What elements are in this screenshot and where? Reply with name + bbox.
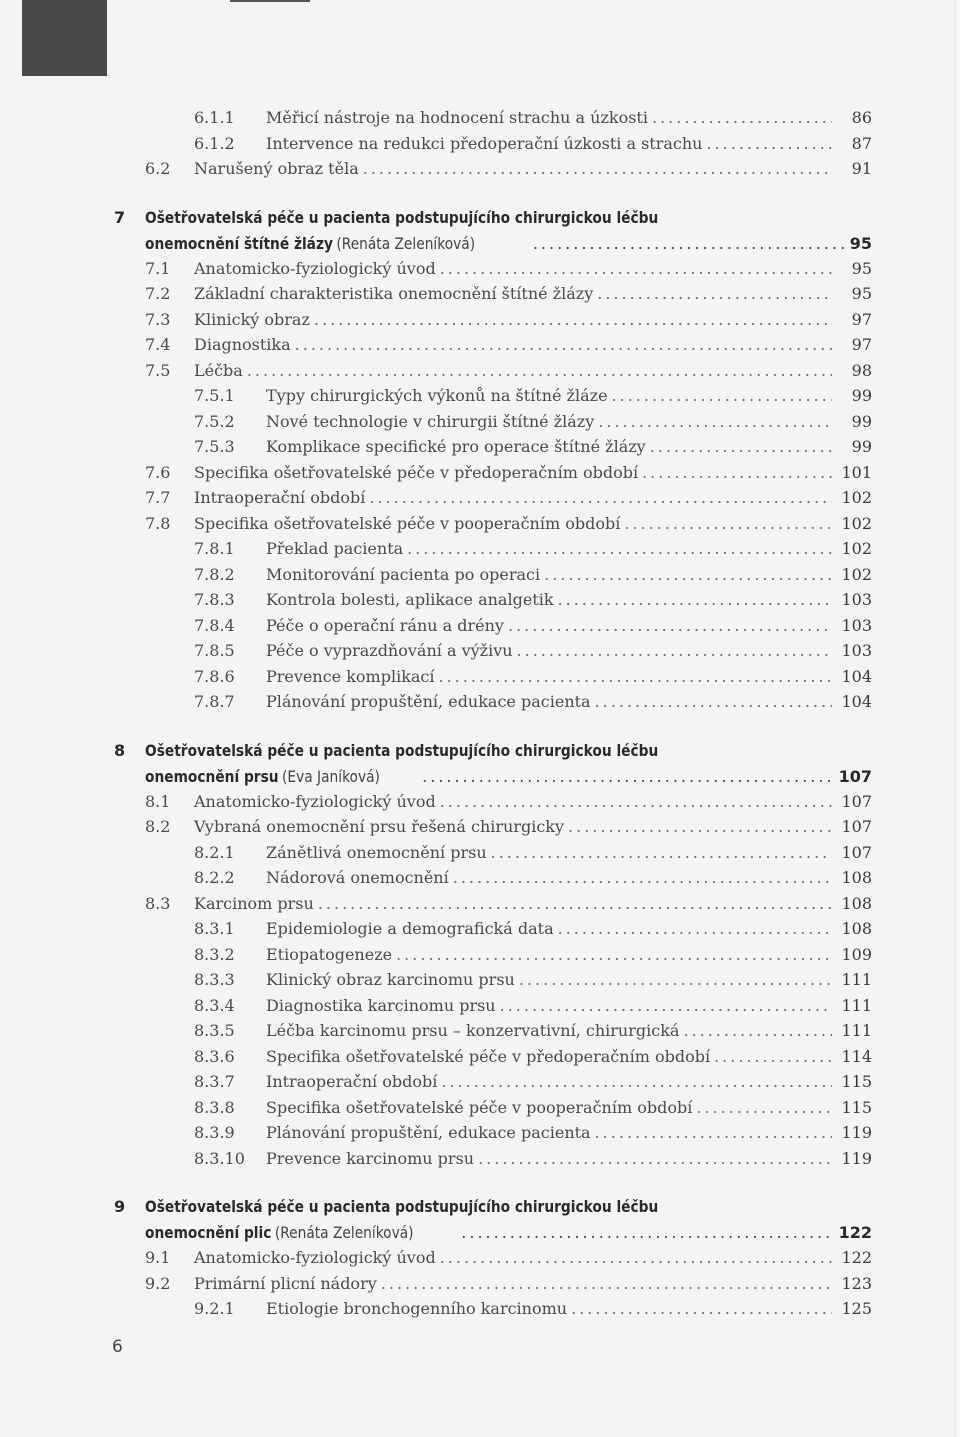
toc-entry-page: 119	[841, 1149, 872, 1168]
dot-leader	[558, 588, 832, 612]
toc-entry-title: Kontrola bolesti, aplikace analgetik	[266, 590, 554, 609]
chapter-title-line2-bold: onemocnění plic	[145, 1223, 272, 1242]
toc-entry[interactable]	[0, 1147, 960, 1171]
dot-leader	[544, 563, 832, 587]
toc-entry-page: 99	[851, 412, 872, 431]
toc-entry-line	[266, 1096, 872, 1120]
toc-entry-title: Anatomicko-fyziologický úvod	[194, 792, 436, 811]
dot-leader	[439, 665, 833, 689]
toc-entry-title: Měřicí nástroje na hodnocení strachu a úzkosti	[266, 108, 648, 127]
toc-entry-number: 9.2.1	[194, 1299, 235, 1318]
toc-entry-title: Etiologie bronchogenního karcinomu	[266, 1299, 568, 1318]
toc-entry-number: 7.3	[145, 310, 171, 329]
toc-entry-page: 99	[851, 437, 872, 456]
chapter-number: 8	[114, 741, 126, 760]
toc-entry-number: 7.8.1	[194, 539, 235, 558]
dot-leader	[247, 359, 832, 383]
dot-leader	[683, 1019, 832, 1043]
toc-entry-number: 8.3.2	[194, 945, 235, 964]
toc-entry-page: 123	[841, 1274, 872, 1293]
toc-entry-page: 102	[841, 565, 872, 584]
chapter-author: (Renáta Zeleníková)	[336, 234, 476, 253]
toc-entry-title: Anatomicko-fyziologický úvod	[194, 1248, 436, 1267]
toc-entry-page: 99	[851, 386, 872, 405]
toc-entry[interactable]	[0, 563, 960, 587]
toc-entry-line	[194, 333, 872, 357]
dot-leader	[612, 384, 832, 408]
toc-entry[interactable]	[0, 1070, 960, 1094]
toc-entry[interactable]	[0, 994, 960, 1018]
chapter-heading[interactable]	[0, 1194, 960, 1246]
toc-entry-title: Péče o vyprazdňování a výživu	[266, 641, 513, 660]
toc-entry-page: 122	[841, 1248, 872, 1267]
toc-entry[interactable]	[0, 157, 960, 181]
toc-entry-line	[266, 639, 872, 663]
toc-entry-line	[194, 790, 872, 814]
dot-leader	[624, 512, 832, 536]
toc-entry-number: 7.5.1	[194, 386, 235, 405]
dot-leader	[533, 231, 844, 257]
toc-entry[interactable]	[0, 588, 960, 612]
dot-leader	[595, 1121, 832, 1145]
chapter-page: 107	[838, 767, 872, 786]
dot-leader	[314, 308, 832, 332]
toc-entry-line	[266, 866, 872, 890]
toc-entry-number: 8.3	[145, 894, 171, 913]
toc-entry-number: 8.3.8	[194, 1098, 235, 1117]
toc-entry[interactable]	[0, 282, 960, 306]
toc-entry-line	[266, 943, 872, 967]
toc-entry-line	[266, 1019, 872, 1043]
dot-leader	[440, 257, 832, 281]
toc-entry-page: 107	[841, 843, 872, 862]
toc-entry-title: Narušený obraz těla	[194, 159, 359, 178]
scan-corner-mark	[22, 0, 107, 76]
dot-leader	[595, 690, 832, 714]
toc-entry-title: Plánování propuštění, edukace pacienta	[266, 692, 591, 711]
dot-leader	[500, 994, 832, 1018]
toc-entry-line	[266, 917, 872, 941]
toc-entry-page: 101	[841, 463, 872, 482]
toc-entry[interactable]	[0, 257, 960, 281]
toc-entry[interactable]	[0, 892, 960, 916]
toc-entry-title: Plánování propuštění, edukace pacienta	[266, 1123, 591, 1142]
dot-leader	[396, 943, 832, 967]
toc-entry-page: 115	[841, 1098, 872, 1117]
toc-entry-number: 8.3.4	[194, 996, 235, 1015]
toc-entry[interactable]	[0, 690, 960, 714]
toc-entry-page: 108	[841, 919, 872, 938]
toc-entry-page: 86	[851, 108, 872, 127]
toc-entry-line	[266, 1147, 872, 1171]
toc-entry-number: 7.8.5	[194, 641, 235, 660]
toc-entry-number: 6.1.1	[194, 108, 235, 127]
toc-entry-title: Léčba karcinomu prsu – konzervativní, chirurgická	[266, 1021, 680, 1040]
toc-entry-number: 7.4	[145, 335, 171, 354]
dot-leader	[706, 132, 832, 156]
toc-entry-title: Intraoperační období	[266, 1072, 438, 1091]
toc-entry[interactable]	[0, 815, 960, 839]
toc-entry-number: 9.1	[145, 1248, 171, 1267]
dot-leader	[440, 1246, 832, 1270]
toc-entry-title: Specifika ošetřovatelské péče v pooperačním období	[194, 514, 621, 533]
toc-entry[interactable]	[0, 435, 960, 459]
toc-entry[interactable]	[0, 132, 960, 156]
toc-entry-number: 8.2.1	[194, 843, 235, 862]
toc-entry-line	[266, 563, 872, 587]
toc-entry-title: Péče o operační ránu a drény	[266, 616, 504, 635]
dot-leader	[508, 614, 832, 638]
chapter-title-line2	[145, 764, 872, 790]
toc-entry-page: 103	[841, 590, 872, 609]
toc-entry-page: 108	[841, 894, 872, 913]
toc-entry[interactable]	[0, 359, 960, 383]
chapter-page: 122	[838, 1223, 872, 1242]
toc-entry-title: Klinický obraz	[194, 310, 310, 329]
toc-entry-number: 7.7	[145, 488, 171, 507]
toc-entry-title: Zánětlivá onemocnění prsu	[266, 843, 487, 862]
dot-leader	[517, 639, 832, 663]
toc-entry-title: Monitorování pacienta po operaci	[266, 565, 541, 584]
toc-entry-title: Epidemiologie a demografická data	[266, 919, 554, 938]
toc-entry-title: Intraoperační období	[194, 488, 366, 507]
toc-entry-number: 8.2	[145, 817, 171, 836]
dot-leader	[318, 892, 832, 916]
toc-entry-page: 91	[851, 159, 872, 178]
toc-entry-line	[266, 1070, 872, 1094]
toc-entry-title: Primární plicní nádory	[194, 1274, 377, 1293]
toc-entry[interactable]	[0, 410, 960, 434]
dot-leader	[478, 1147, 832, 1171]
toc-entry[interactable]	[0, 1246, 960, 1270]
toc-entry-page: 107	[841, 817, 872, 836]
page-number: 6	[112, 1337, 123, 1357]
toc-entry-line	[266, 614, 872, 638]
toc-entry-page: 111	[841, 970, 872, 989]
dot-leader	[597, 282, 832, 306]
dot-leader	[381, 1272, 832, 1296]
toc-entry[interactable]	[0, 917, 960, 941]
toc-entry[interactable]	[0, 384, 960, 408]
toc-entry-line	[266, 435, 872, 459]
dot-leader	[714, 1045, 832, 1069]
toc-entry-page: 114	[841, 1047, 872, 1066]
toc-entry-page: 97	[851, 310, 872, 329]
toc-entry-number: 8.3.10	[194, 1149, 245, 1168]
toc-entry-title: Anatomicko-fyziologický úvod	[194, 259, 436, 278]
toc-entry-number: 7.5.3	[194, 437, 235, 456]
toc-entry-number: 7.6	[145, 463, 171, 482]
toc-entry-line	[194, 1246, 872, 1270]
toc-entry-number: 8.3.3	[194, 970, 235, 989]
toc-entry[interactable]	[0, 790, 960, 814]
toc-entry-number: 9.2	[145, 1274, 171, 1293]
dot-leader	[652, 106, 832, 130]
dot-leader	[422, 764, 832, 790]
toc-entry[interactable]	[0, 639, 960, 663]
toc-entry-title: Specifika ošetřovatelské péče v předoperačním období	[266, 1047, 711, 1066]
toc-entry[interactable]	[0, 512, 960, 536]
toc-entry-line	[266, 132, 872, 156]
chapter-title-line2-bold: onemocnění štítné žlázy	[145, 234, 333, 253]
scan-top-line	[230, 0, 310, 2]
toc-entry-number: 6.1.2	[194, 134, 235, 153]
dot-leader	[491, 841, 832, 865]
toc-entry[interactable]	[0, 1019, 960, 1043]
toc-entry-number: 7.8.2	[194, 565, 235, 584]
toc-entry-page: 87	[851, 134, 872, 153]
toc-entry-line	[266, 410, 872, 434]
toc-entry-number: 7.8.7	[194, 692, 235, 711]
toc-entry[interactable]	[0, 614, 960, 638]
toc-entry-title: Vybraná onemocnění prsu řešená chirurgicky	[194, 817, 565, 836]
toc-entry-number: 8.3.7	[194, 1072, 235, 1091]
toc-entry-number: 7.8.6	[194, 667, 235, 686]
toc-entry[interactable]	[0, 1096, 960, 1120]
toc-entry-title: Základní charakteristika onemocnění štítné žlázy	[194, 284, 594, 303]
toc-entry-title: Klinický obraz karcinomu prsu	[266, 970, 515, 989]
toc-entry-line	[194, 282, 872, 306]
toc-entry[interactable]	[0, 486, 960, 510]
toc-entry[interactable]	[0, 866, 960, 890]
toc-entry[interactable]	[0, 1297, 960, 1321]
chapter-page: 95	[849, 234, 872, 253]
toc-entry-line	[266, 841, 872, 865]
dot-leader	[650, 435, 832, 459]
toc-entry-line	[194, 359, 872, 383]
toc-entry-line	[266, 384, 872, 408]
toc-entry[interactable]	[0, 308, 960, 332]
toc-entry-title: Prevence karcinomu prsu	[266, 1149, 475, 1168]
toc-entry-line	[266, 690, 872, 714]
toc-entry-number: 6.2	[145, 159, 171, 178]
toc-entry-line	[266, 588, 872, 612]
toc-entry-number: 8.2.2	[194, 868, 235, 887]
toc-entry-page: 109	[841, 945, 872, 964]
toc-entry-number: 7.8.3	[194, 590, 235, 609]
toc-entry-page: 98	[851, 361, 872, 380]
toc-entry-page: 119	[841, 1123, 872, 1142]
toc-entry[interactable]	[0, 943, 960, 967]
toc-entry-title: Intervence na redukci předoperační úzkosti a strachu	[266, 134, 703, 153]
toc-entry-page: 104	[841, 692, 872, 711]
dot-leader	[642, 461, 832, 485]
toc-entry-title: Karcinom prsu	[194, 894, 314, 913]
chapter-title-line1: Ošetřovatelská péče u pacienta podstupujícího chirurgickou léčbu	[145, 741, 659, 760]
toc-entry-title: Diagnostika	[194, 335, 291, 354]
toc-entry-line	[266, 537, 872, 561]
dot-leader	[519, 968, 832, 992]
dot-leader	[461, 1220, 832, 1246]
toc-entry-line	[194, 815, 872, 839]
toc-entry-number: 8.3.1	[194, 919, 235, 938]
toc-entry-number: 7.2	[145, 284, 171, 303]
toc-entry[interactable]	[0, 1272, 960, 1296]
toc-entry-number: 8.3.5	[194, 1021, 235, 1040]
toc-entry[interactable]	[0, 841, 960, 865]
chapter-author: (Renáta Zeleníková)	[274, 1223, 414, 1242]
toc-entry-title: Diagnostika karcinomu prsu	[266, 996, 496, 1015]
dot-leader	[369, 486, 832, 510]
toc-entry-page: 95	[851, 284, 872, 303]
toc-entry-line	[194, 512, 872, 536]
toc-entry-number: 7.5	[145, 361, 171, 380]
dot-leader	[441, 1070, 832, 1094]
toc-entry-page: 103	[841, 641, 872, 660]
toc-entry-line	[266, 994, 872, 1018]
toc-entry-line	[266, 1297, 872, 1321]
toc-entry-number: 7.8.4	[194, 616, 235, 635]
toc-entry-page: 111	[841, 996, 872, 1015]
toc-entry-number: 8.3.9	[194, 1123, 235, 1142]
toc-entry-line	[266, 1121, 872, 1145]
chapter-title-line2-bold: onemocnění prsu	[145, 767, 279, 786]
dot-leader	[696, 1096, 832, 1120]
toc-entry-page: 102	[841, 539, 872, 558]
toc-entry[interactable]	[0, 1045, 960, 1069]
dot-leader	[568, 815, 832, 839]
toc-entry-page: 104	[841, 667, 872, 686]
chapter-title-line2	[145, 1220, 872, 1246]
toc-entry-page: 95	[851, 259, 872, 278]
toc-entry-line	[194, 486, 872, 510]
toc-entry-number: 8.3.6	[194, 1047, 235, 1066]
toc-entry-number: 7.8	[145, 514, 171, 533]
dot-leader	[558, 917, 832, 941]
toc-entry[interactable]	[0, 106, 960, 130]
toc-entry-page: 125	[841, 1299, 872, 1318]
toc-entry[interactable]	[0, 333, 960, 357]
toc-entry-title: Komplikace specifické pro operace štítné žlázy	[266, 437, 646, 456]
toc-entry-title: Specifika ošetřovatelské péče v pooperačním období	[266, 1098, 693, 1117]
toc-entry-title: Nádorová onemocnění	[266, 868, 449, 887]
toc-entry-line	[266, 968, 872, 992]
toc-entry-page: 102	[841, 514, 872, 533]
toc-entry-page: 103	[841, 616, 872, 635]
toc-entry[interactable]	[0, 968, 960, 992]
toc-entry-title: Typy chirurgických výkonů na štítné žláze	[266, 386, 608, 405]
toc-entry-line	[194, 892, 872, 916]
toc-entry-line	[266, 665, 872, 689]
toc-entry-title: Překlad pacienta	[266, 539, 404, 558]
toc-entry-line	[194, 308, 872, 332]
toc-entry-page: 102	[841, 488, 872, 507]
dot-leader	[407, 537, 832, 561]
toc-entry-line	[194, 461, 872, 485]
chapter-title-line2	[145, 231, 872, 257]
chapter-number: 9	[114, 1197, 126, 1216]
toc-entry-page: 97	[851, 335, 872, 354]
toc-entry-line	[266, 106, 872, 130]
toc-entry-line	[266, 1045, 872, 1069]
toc-entry[interactable]	[0, 665, 960, 689]
toc-entry-page: 108	[841, 868, 872, 887]
dot-leader	[363, 157, 832, 181]
chapter-title-line1: Ošetřovatelská péče u pacienta podstupujícího chirurgickou léčbu	[145, 208, 659, 227]
chapter-title-line1: Ošetřovatelská péče u pacienta podstupujícího chirurgickou léčbu	[145, 1197, 659, 1216]
dot-leader	[295, 333, 832, 357]
toc-entry-number: 7.5.2	[194, 412, 235, 431]
toc-entry-page: 111	[841, 1021, 872, 1040]
toc-entry-number: 7.1	[145, 259, 171, 278]
toc-entry-line	[194, 157, 872, 181]
chapter-heading[interactable]	[0, 738, 960, 790]
toc-entry-line	[194, 1272, 872, 1296]
toc-entry-page: 115	[841, 1072, 872, 1091]
toc-entry-title: Prevence komplikací	[266, 667, 435, 686]
dot-leader	[598, 410, 832, 434]
toc-entry-title: Léčba	[194, 361, 243, 380]
toc-entry-title: Etiopatogeneze	[266, 945, 393, 964]
toc-entry[interactable]	[0, 461, 960, 485]
chapter-author: (Eva Janíková)	[282, 767, 380, 786]
dot-leader	[440, 790, 832, 814]
chapter-number: 7	[114, 208, 126, 227]
toc-entry-line	[194, 257, 872, 281]
toc-entry-title: Nové technologie v chirurgii štítné žlázy	[266, 412, 595, 431]
toc-entry-number: 8.1	[145, 792, 171, 811]
chapter-heading[interactable]	[0, 205, 960, 257]
toc-entry-title: Specifika ošetřovatelské péče v předoperačním období	[194, 463, 639, 482]
toc-entry[interactable]	[0, 537, 960, 561]
toc-entry[interactable]	[0, 1121, 960, 1145]
dot-leader	[571, 1297, 832, 1321]
toc-entry-page: 107	[841, 792, 872, 811]
dot-leader	[453, 866, 832, 890]
